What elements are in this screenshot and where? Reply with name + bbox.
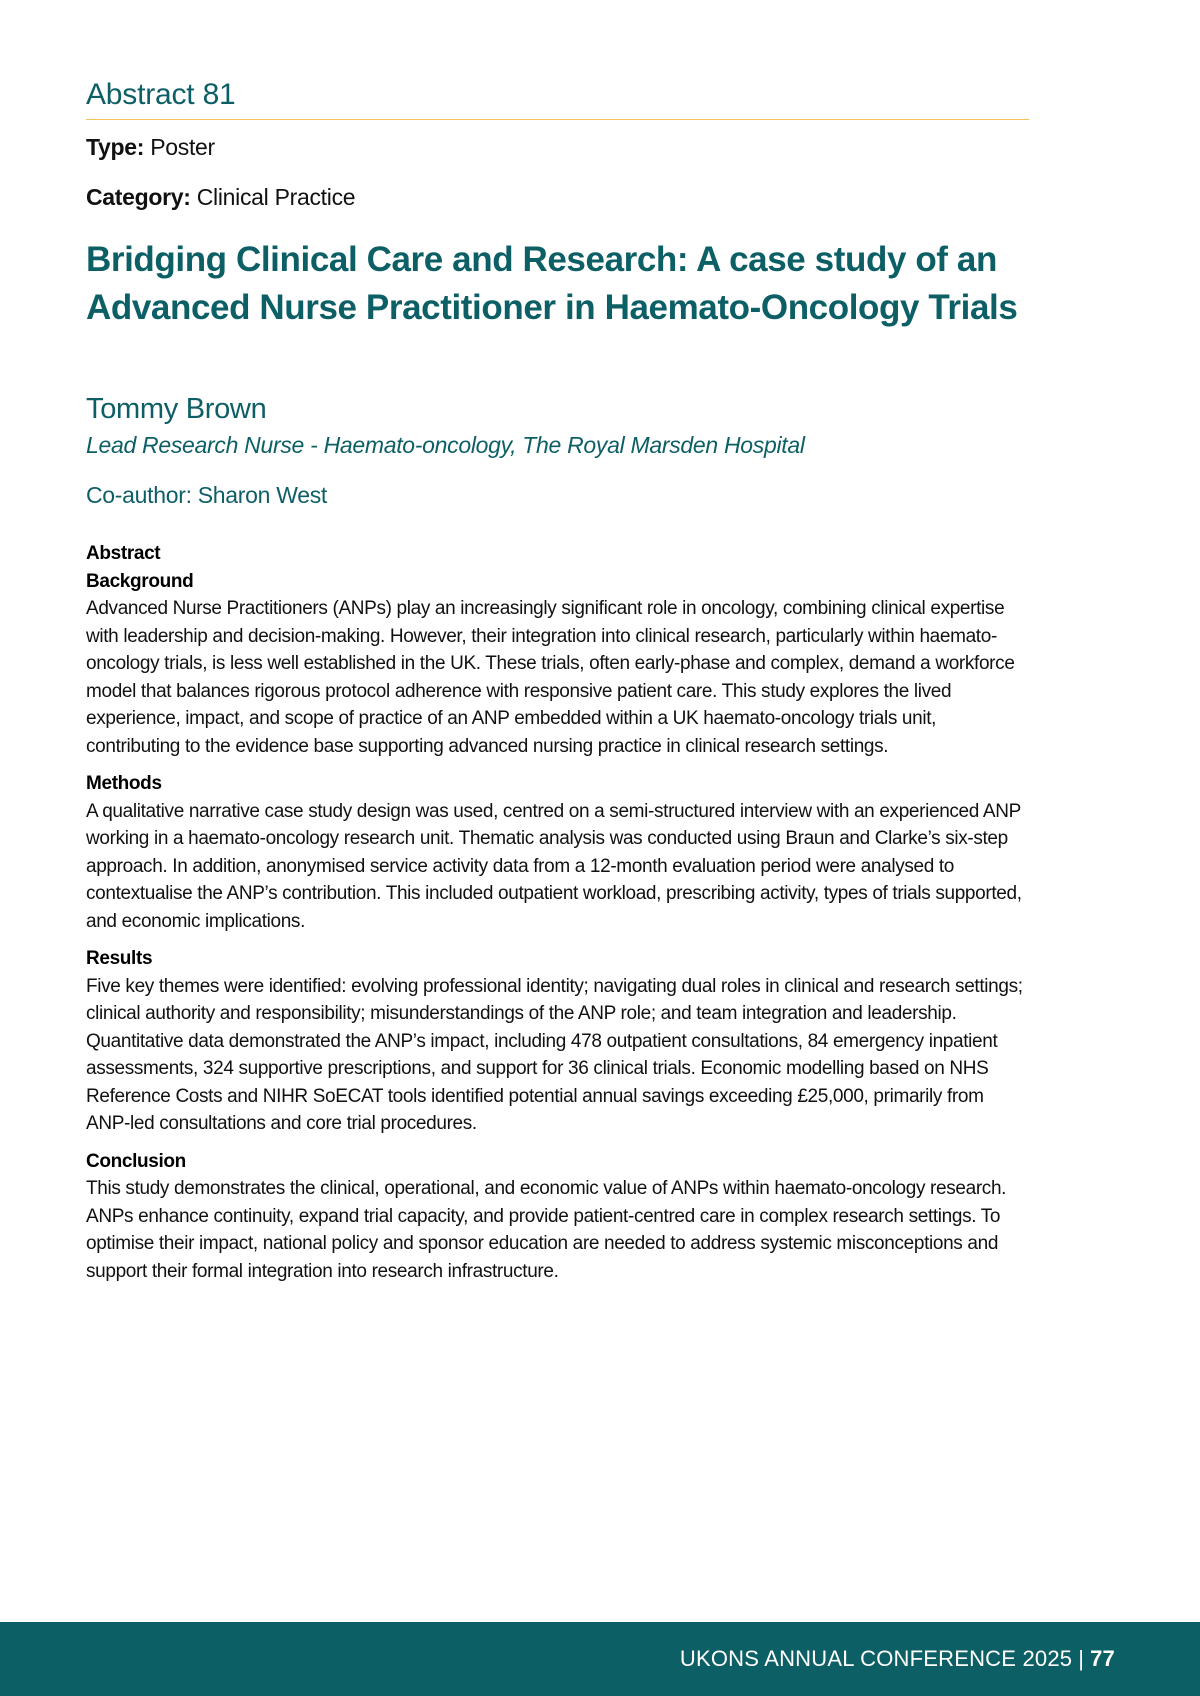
type-line [86,134,215,161]
section-heading: Results [86,948,153,969]
type-label: Type: [86,134,145,160]
category-label: Category: [86,184,191,210]
author-name: Tommy Brown [86,393,267,425]
page-number: 77 [1090,1646,1115,1671]
section-text: Five key themes were identified: evolving professional identity; navigating dual roles in clinical and research settings; clinical authority and responsibility; misunderstandings of the ANP role; and team integration and leadership. Quantitative data demonstrated the ANP’s impact, including 478 outpatient consultations, 84 emergency inpatient assessments, 324 supportive prescriptions, and support for 36 clinical trials. Economic modelling based on NHS Reference Costs and NIHR SoECAT tools identified potential annual savings exceeding £25,000, primarily from ANP-led consultations and core trial procedures. [86,975,1023,1134]
section-results [86,945,1030,1138]
abstract-heading: Abstract [86,543,161,564]
category-line [86,184,355,211]
section-heading: Background [86,570,194,592]
type-value: Poster [150,134,215,160]
section-text: A qualitative narrative case study design was used, centred on a semi-structured interview with an experienced ANP working in a haemato-oncology research unit. Thematic analysis was conducted using Braun and Clarke’s six-step approach. In addition, anonymised service activity data from a 12-month evaluation period were analysed to contextualise the ANP’s contribution. This included outpatient workload, prescribing activity, types of trials supported, and economic implications. [86,800,1022,932]
footer-bar [0,1622,1200,1696]
page-title: Bridging Clinical Care and Research: A case study of an Advanced Nurse Practitioner in Haemato-Oncology Trials [86,240,1018,327]
conference-name: UKONS ANNUAL CONFERENCE 2025 [679,1646,1073,1671]
author-role: Lead Research Nurse - Haemato-oncology, The Royal Marsden Hospital [86,432,805,458]
section-background [86,568,1030,761]
section-text: Advanced Nurse Practitioners (ANPs) play an increasingly significant role in oncology, combining clinical expertise with leadership and decision-making. However, their integration into clinical research, particularly within haemato-oncology trials, is less well established in the UK. These trials, often early-phase and complex, demand a workforce model that balances rigorous protocol adherence with responsive patient care. This study explores the lived experience, impact, and scope of practice of an ANP embedded within a UK haemato-oncology trials unit, contributing to the evidence base supporting advanced nursing practice in clinical research settings. [86,598,1015,757]
section-heading: Conclusion [86,1150,186,1172]
divider-rule [86,119,1029,120]
abstract-body [86,540,1030,1285]
section-text: This study demonstrates the clinical, operational, and economic value of ANPs within haemato-oncology research. ANPs enhance continuity, expand trial capacity, and provide patient-centred care in complex research settings. To optimise their impact, national policy and sponsor education are needed to address systemic misconceptions and support their formal integration into research infrastructure. [86,1178,1007,1282]
section-conclusion [86,1148,1030,1286]
abstract-number: Abstract 81 [86,78,236,111]
category-value: Clinical Practice [196,184,356,210]
coauthor: Co-author: Sharon West [86,482,327,508]
section-methods [86,770,1030,935]
footer-text [680,1646,1115,1672]
section-heading: Methods [86,773,162,794]
footer-separator: | [1078,1646,1085,1671]
